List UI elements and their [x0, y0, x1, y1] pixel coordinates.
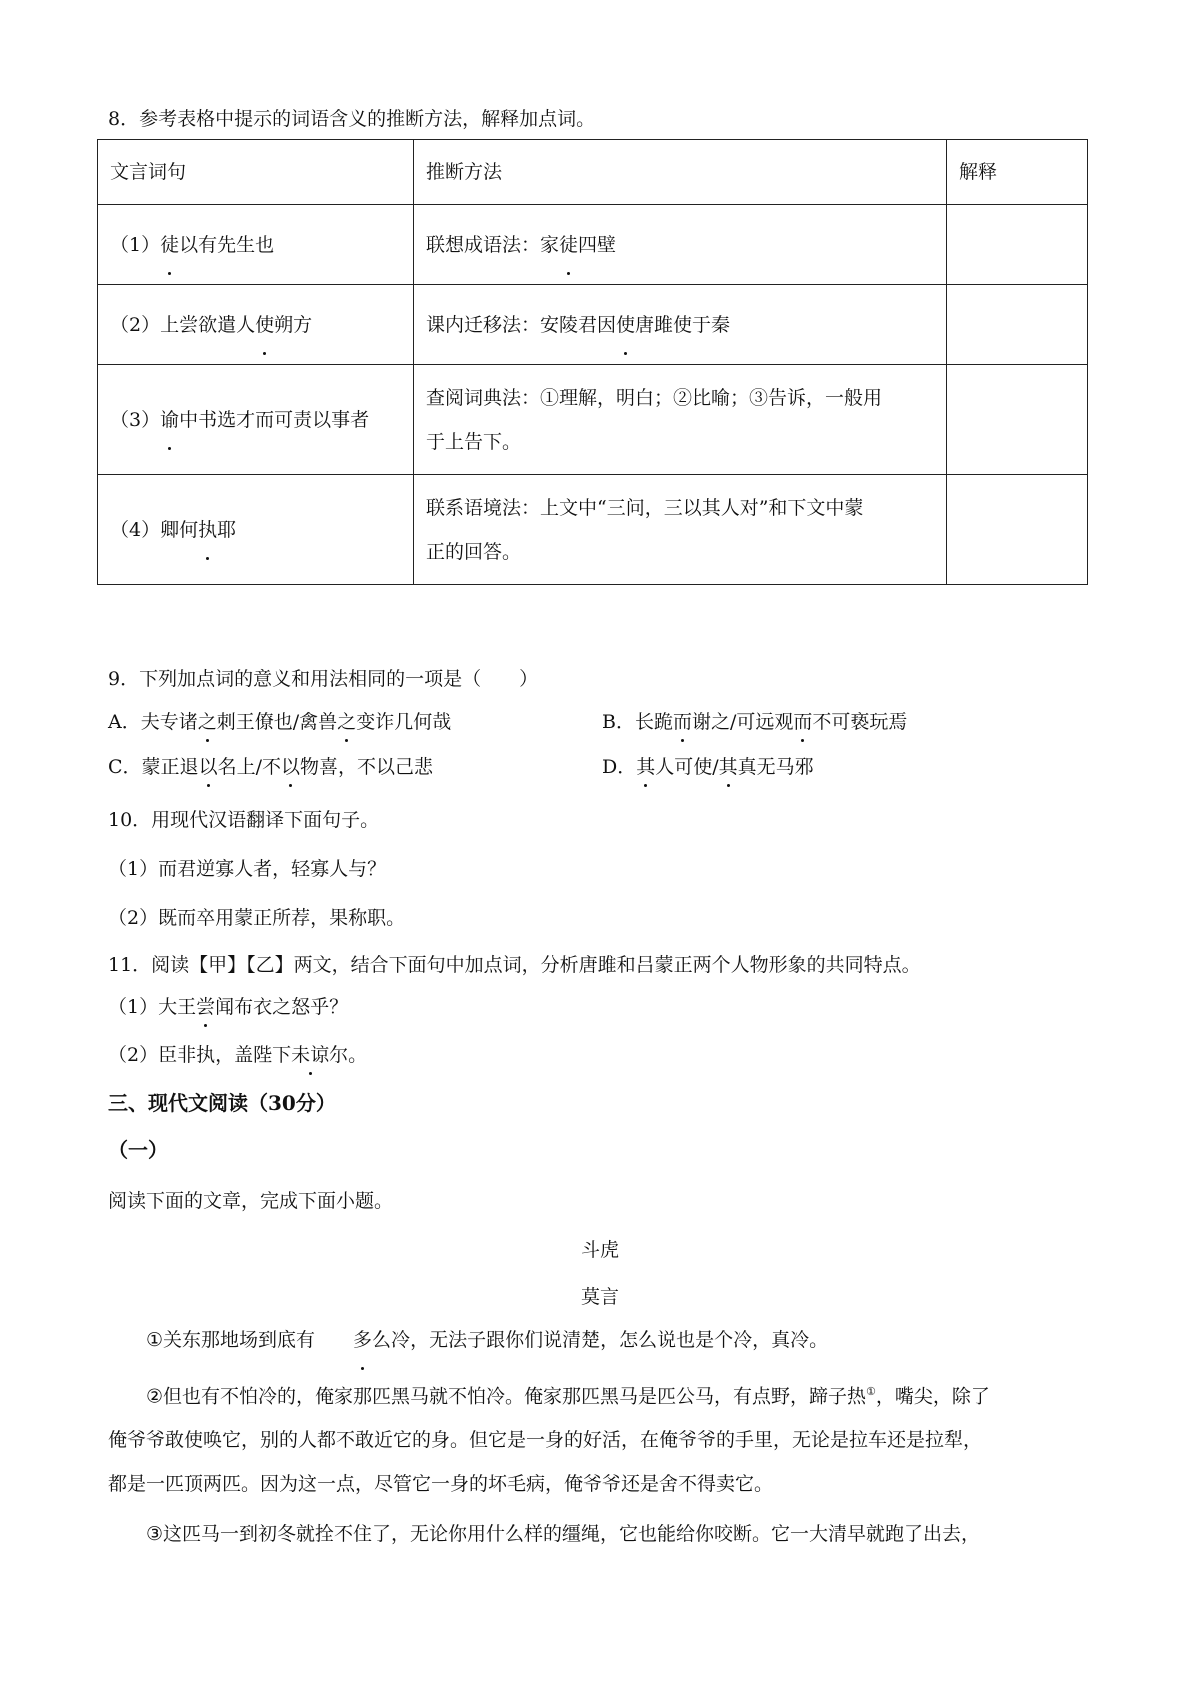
dotted-word: 之 — [198, 707, 217, 734]
method-line: 正的回答。 — [426, 540, 522, 563]
table-row — [98, 285, 1088, 365]
dotted-word: 谕 — [160, 398, 179, 442]
article-paragraph-2: ②但也有不怕冷的，俺家那匹黑马就不怕冷。俺家那匹黑马是匹公马，有点野，蹄子热①，嘴尖，除了 俺爷爷敢使唤它，别的人都不敢近它的身。但它是一身的好活，在俺爷爷的手里，无论是拉车还是拉犁， 都是一匹顶两匹。因为这一点，尽管它一身的坏毛病，俺爷爷还是舍不得卖它。 — [108, 1370, 1093, 1506]
dotted-word: 其 — [719, 752, 738, 779]
dotted-word: 使 — [255, 303, 274, 347]
section-heading: 三、现代文阅读（30分） — [108, 1091, 336, 1115]
paragraph-line: 俺爷爷敢使唤它，别的人都不敢近它的身。但它是一身的好活，在俺爷爷的手里，无论是拉车还是拉犁， — [108, 1429, 983, 1452]
footnote-marker: ① — [866, 1385, 876, 1398]
dotted-word: 徒 — [559, 223, 578, 267]
q9-option-b: B．长跪而谢之/可远观而不可亵玩焉 — [602, 707, 907, 734]
row-method — [414, 475, 947, 585]
row-sentence: （4）卿何执耶 — [98, 475, 414, 585]
row-sentence: （1）徒以有先生也 — [98, 205, 414, 285]
table-header-row — [98, 140, 1088, 205]
row-sentence: （3）谕中书选才而可责以事者 — [98, 365, 414, 475]
q11-sentence-2: （2）臣非执，盖陛下未谅尔。 — [108, 1040, 367, 1067]
q11-prompt: 11．阅读【甲】【乙】两文，结合下面句中加点词，分析唐雎和吕蒙正两个人物形象的共同特点。 — [108, 954, 921, 976]
table-row — [98, 475, 1088, 585]
dotted-word: 以 — [281, 752, 300, 779]
header-method: 推断方法 — [414, 140, 947, 205]
row-method: 课内迁移法：安陵君因使唐雎使于秦 — [414, 285, 947, 365]
dotted-word: 执 — [198, 508, 217, 552]
q10-prompt: 10．用现代汉语翻译下面句子。 — [108, 809, 380, 831]
q10-sentence-1: （1）而君逆寡人者，轻寡人与？ — [108, 858, 387, 880]
q9-option-a: A．夫专诸之刺王僚也/禽兽之变诈几何哉 — [108, 707, 451, 734]
table-row — [98, 365, 1088, 475]
row-method — [414, 365, 947, 475]
q8-prompt: 8．参考表格中提示的词语含义的推断方法，解释加点词。 — [108, 108, 596, 130]
dotted-word: 之 — [337, 707, 356, 734]
method-line: 于上告下。 — [426, 430, 522, 453]
q8-table — [97, 139, 1088, 585]
article-author: 莫言 — [580, 1286, 619, 1308]
part-heading: （一） — [108, 1138, 168, 1162]
q9-option-d: D．其人可使/其真无马邪 — [602, 752, 814, 779]
dotted-word: 使 — [616, 303, 635, 347]
article-paragraph-3: ③这匹马一到初冬就拴不住了，无论你用什么样的缰绳，它也能给你咬断。它一大清早就跑了出去， — [146, 1523, 981, 1545]
q10-sentence-2: （2）既而卒用蒙正所荐，果称职。 — [108, 907, 406, 929]
paragraph-line: 都是一匹顶两匹。因为这一点，尽管它一身的坏毛病，俺爷爷还是舍不得卖它。 — [108, 1473, 774, 1496]
answer-cell — [947, 285, 1088, 365]
row-sentence: （2）上尝欲遣人使朔方 — [98, 285, 414, 365]
answer-cell — [947, 205, 1088, 285]
article-title: 斗虎 — [580, 1239, 619, 1261]
dotted-word: 尝 — [196, 992, 215, 1019]
q9-option-c: C．蒙正退以名上/不以物喜，不以己悲 — [108, 752, 433, 779]
header-sentence: 文言词句 — [98, 140, 414, 205]
row-method: 联想成语法：家徒四壁 — [414, 205, 947, 285]
header-answer: 解释 — [947, 140, 1088, 205]
method-line: 联系语境法：上文中“三问，三以其人对”和下文中蒙 — [426, 496, 864, 519]
q9-prompt: 9．下列加点词的意义和用法相同的一项是（ ） — [108, 668, 539, 690]
article-paragraph-1: ①关东那地场到底有 多么冷，无法子跟你们说清楚，怎么说也是个冷，真冷。 — [108, 1318, 1093, 1362]
dotted-word: 徒 — [160, 223, 179, 267]
dotted-word: 未谅 — [291, 1040, 329, 1067]
answer-cell — [947, 365, 1088, 475]
q11-sentence-1: （1）大王尝闻布衣之怒乎？ — [108, 992, 348, 1019]
answer-cell — [947, 475, 1088, 585]
reading-instruction: 阅读下面的文章，完成下面小题。 — [108, 1190, 394, 1212]
dotted-word: 其 — [636, 752, 655, 779]
method-line: 查阅词典法：①理解，明白；②比喻；③告诉，一般用 — [426, 386, 883, 409]
dotted-word: 以 — [199, 752, 218, 779]
dotted-word: 而 — [793, 707, 812, 734]
table-row — [98, 205, 1088, 285]
dotted-word: 而 — [673, 707, 692, 734]
dotted-word: 多么冷 — [315, 1318, 410, 1362]
